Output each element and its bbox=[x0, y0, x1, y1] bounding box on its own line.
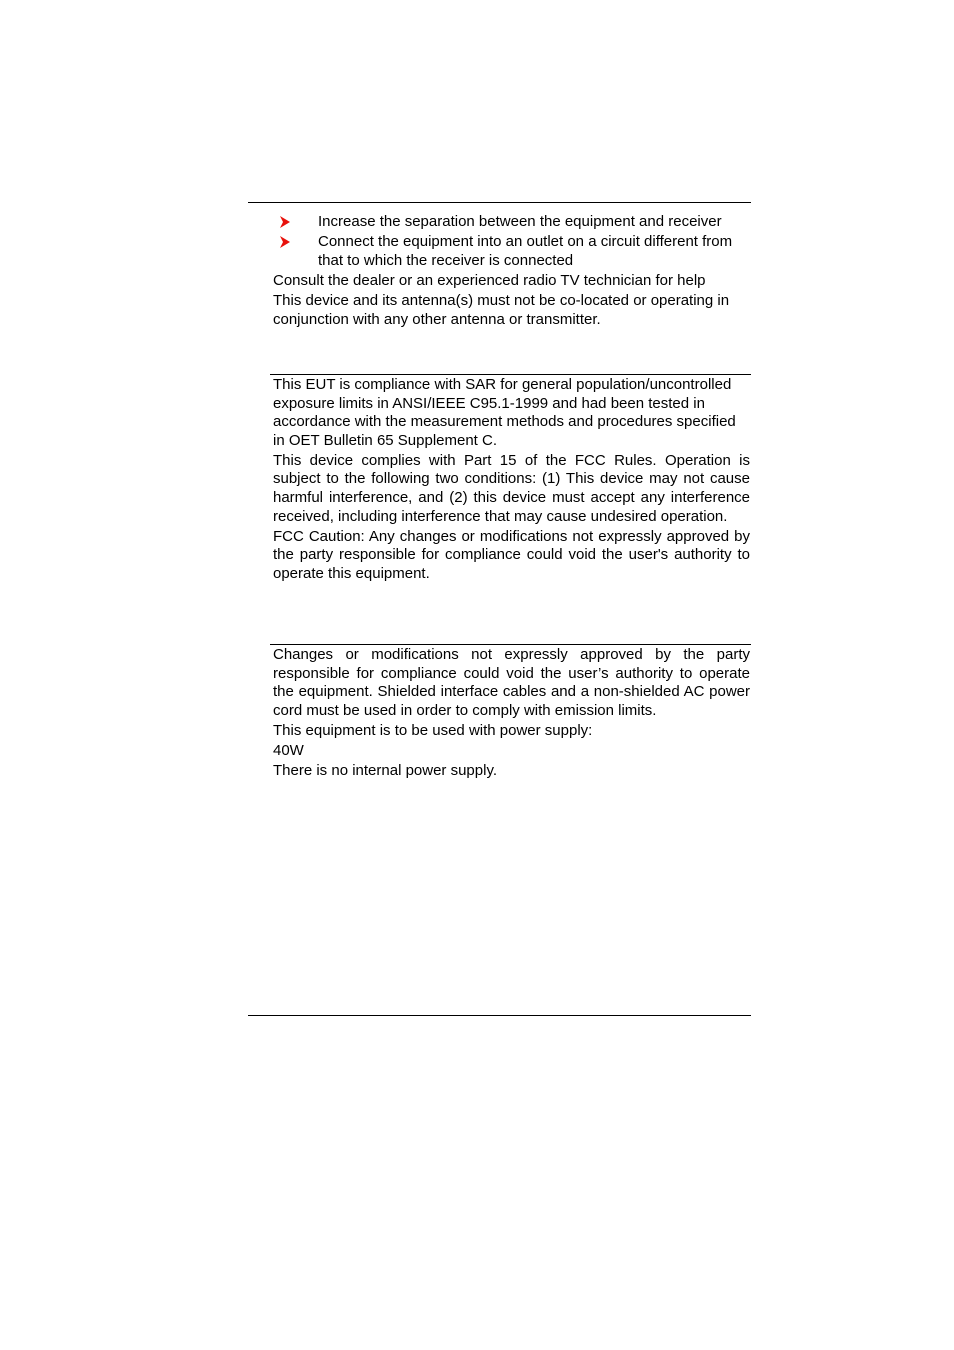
paragraph-power-supply: This equipment is to be used with power supply: bbox=[273, 721, 593, 739]
section-power-supply bbox=[273, 646, 750, 780]
section-divider bbox=[270, 644, 751, 645]
paragraph-consult-dealer: Consult the dealer or an experienced radio TV technician for help bbox=[273, 272, 706, 289]
section-divider bbox=[270, 374, 751, 375]
section-fcc-compliance bbox=[273, 376, 750, 583]
bullet-item-outlet bbox=[273, 232, 751, 270]
paragraph-part15: This device complies with Part 15 of the FCC Rules. Operation is subject to the following two conditions: (1) This device may not cause harmful interference, and (2) this device must accept any interference received, including interference that may cause undesired operation. bbox=[273, 451, 750, 525]
top-rule bbox=[248, 202, 751, 203]
paragraph-fcc-caution: FCC Caution: Any changes or modifications not expressly approved by the party responsible for compliance could void the user's authority to operate this equipment. bbox=[273, 527, 750, 582]
bullet-text: Connect the equipment into an outlet on a circuit different from that to which the receiver is connected bbox=[318, 233, 733, 270]
bullet-text: Increase the separation between the equipment and receiver bbox=[318, 213, 722, 230]
arrowhead-bullet-icon bbox=[277, 212, 293, 231]
bottom-rule bbox=[248, 1015, 751, 1016]
bullet-list bbox=[273, 212, 751, 272]
paragraph-colocation: This device and its antenna(s) must not be co-located or operating in conjunction with any other antenna or transmitter. bbox=[273, 291, 730, 328]
paragraph-modifications: Changes or modifications not expressly approved by the party responsible for compliance could void the user’s authority to operate the equipment. Shielded interface cables and a non-shielded AC power cord must be used in order to comply with emission limits. bbox=[273, 646, 750, 719]
arrowhead-bullet-icon bbox=[277, 232, 293, 251]
paragraph-no-internal-supply: There is no internal power supply. bbox=[273, 761, 498, 779]
power-rating: 40W bbox=[273, 741, 304, 759]
bullet-item-separation bbox=[273, 212, 751, 231]
section-interference-tips bbox=[273, 272, 750, 329]
paragraph-sar: This EUT is compliance with SAR for general population/uncontrolled exposure limits in ANSI/IEEE C95.1-1999 and had been tested in accordance with the measurement methods and procedures specified in OET Bulletin 65 Supplement C. bbox=[273, 376, 736, 449]
